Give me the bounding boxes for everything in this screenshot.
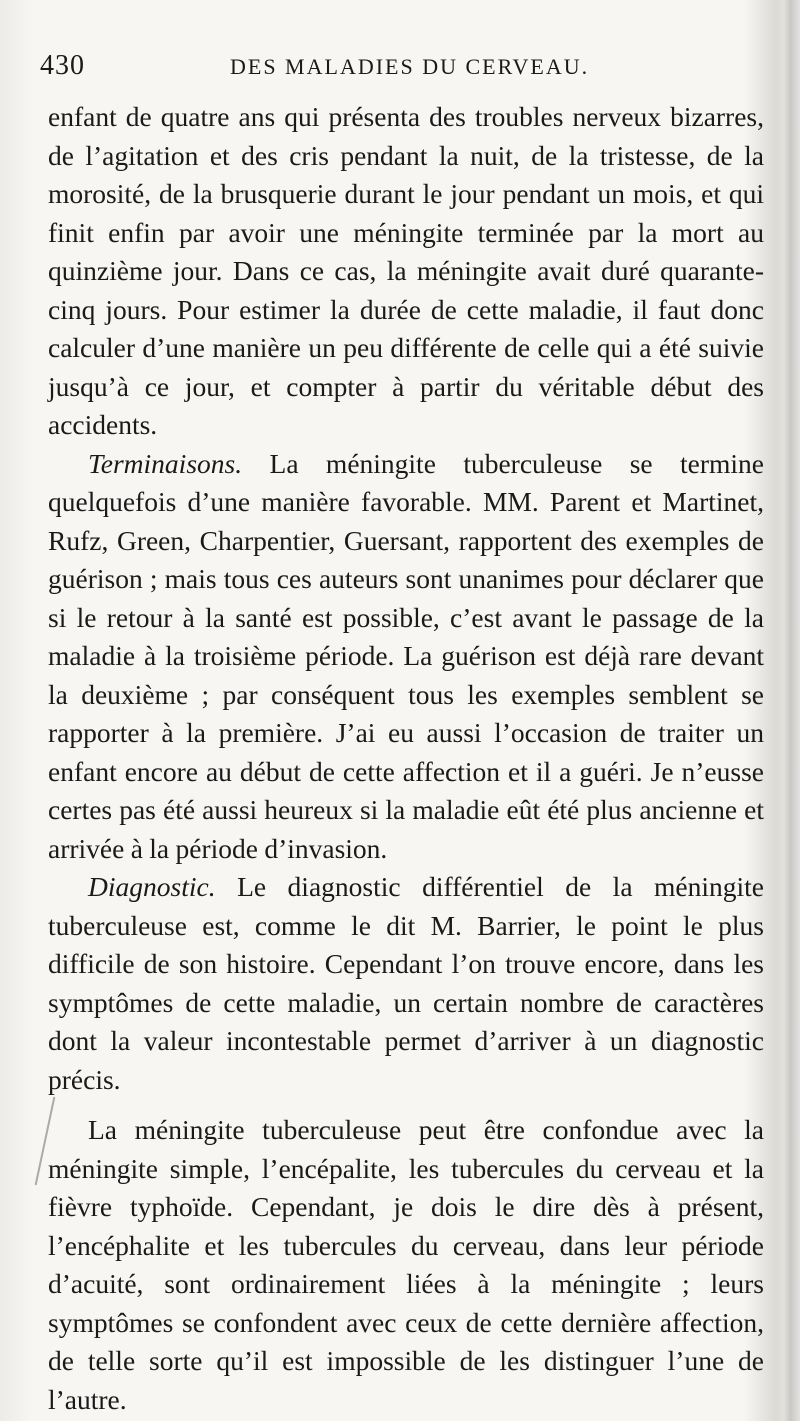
- page-gutter-shadow: [784, 0, 800, 1421]
- running-head: DES MALADIES DU CERVEAU.: [230, 54, 590, 79]
- paragraph-confusion: La méningite tuberculeuse peut être confondue avec la méningite simple, l’encépalite, les tubercules du cerveau et la fièvre typhoïde. Cependant, je dois le dire dès à présent, l’encéphalite et les tubercules du cerveau, dans leur période d’acuité, sont ordinairement liées à la méningite ; leurs symptômes se confondent avec ceux de cette dernière affection, de telle sorte qu’il est impossible de les distinguer l’une de l’autre.: [48, 1114, 764, 1415]
- paragraph-terminaisons: [48, 445, 764, 869]
- paragraph-diagnostic: [48, 868, 764, 1099]
- paragraph-continuation: enfant de quatre ans qui présenta des troubles nerveux bizarres, de l’agitation et des cris pendant la nuit, de la tristesse, de la morosité, de la brusquerie durant le jour pendant un mois, et qui finit enfin par avoir une méningite terminée par la mort au quinzième jour. Dans ce cas, la méningite avait duré quarante-cinq jours. Pour estimer la durée de cette maladie, il faut donc calculer d’une manière un peu différente de celle qui a été suivie jusqu’à ce jour, et compter à partir du véritable début des accidents.: [48, 101, 764, 440]
- page-header: [40, 50, 760, 90]
- section-heading-diagnostic: Diagnostic.: [88, 871, 216, 902]
- page-number: 430: [40, 50, 85, 81]
- paragraph-terminaisons-text: La méningite tuberculeuse se termine quelquefois d’une manière favorable. MM. Parent et Martinet, Rufz, Green, Charpentier, Guersant, rapportent des exemples de guérison ; mais tous ces auteurs sont unanimes pour déclarer que si le retour à la santé est possible, c’est avant le passage de la maladie à la troisième période. La guérison est déjà rare devant la deuxième ; par conséquent tous les exemples semblent se rapporter à la première. J’ai eu aussi l’occasion de traiter un enfant encore au début de cette affection et il a guéri. Je n’eusse certes pas été aussi heureux si la maladie eût été plus ancienne et arrivée à la période d’invasion.: [48, 447, 764, 864]
- section-heading-terminaisons: Terminaisons.: [88, 447, 243, 479]
- paragraph-diagnostic-text: Le diagnostic différentiel de la méningite tuberculeuse est, comme le dit M. Barrier, le point le plus difficile de son histoire. Cependant l’on trouve encore, dans les symptômes de cette maladie, un certain nombre de caractères dont la valeur incontestable permet d’arriver à un diagnostic précis.: [48, 871, 764, 1095]
- body-text: [48, 98, 764, 1419]
